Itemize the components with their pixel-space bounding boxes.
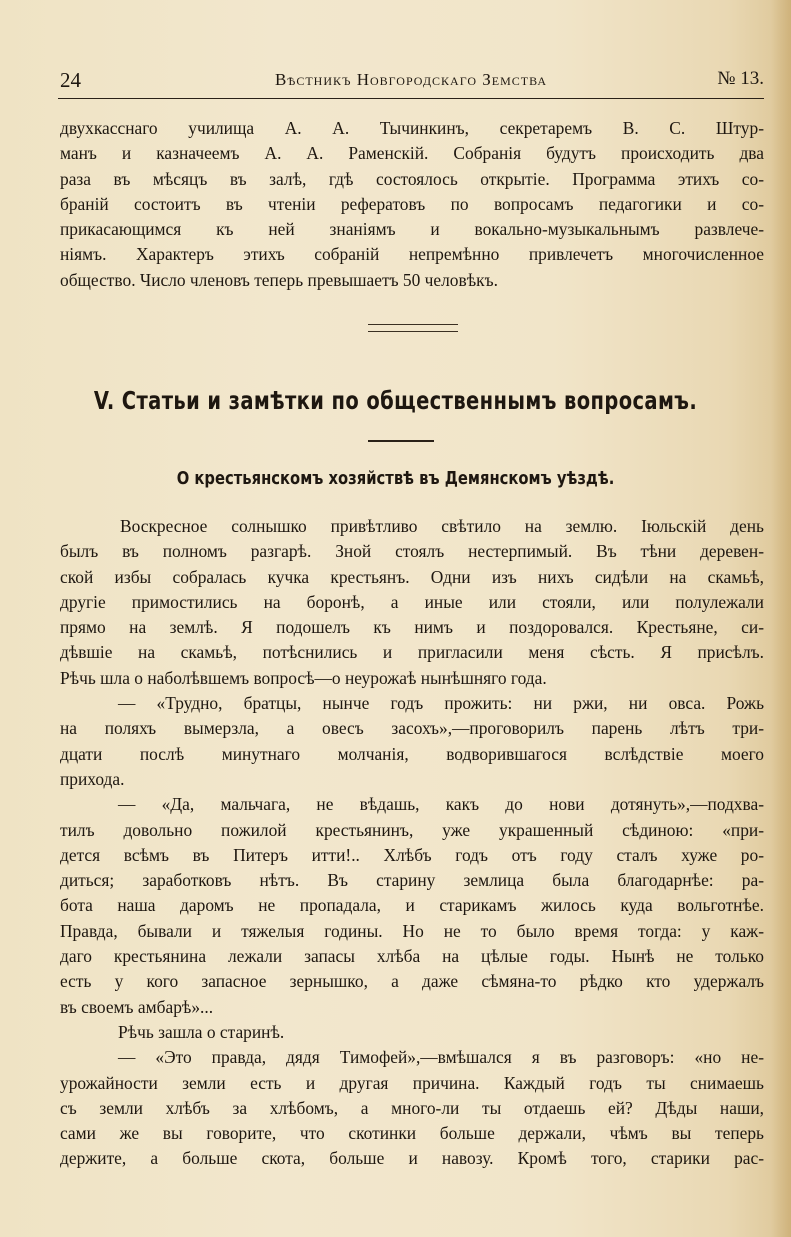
text-line: двухкасснаго училища А. А. Тычинкинъ, секретаремъ В. С. Штур- [60,118,764,138]
page-number: 24 [60,68,81,92]
text-line: дцати послѣ минутнаго молчанія, водворившагося вслѣдствіе моего [60,743,764,764]
text-line: прямо на землѣ. Я подошелъ къ нимъ и поздоровался. Крестьяне, си- [60,617,764,638]
text-line: прихода. [60,768,125,789]
text-line: Рѣчь шла о наболѣвшемъ вопросѣ—о неурожаѣ нынѣшняго года. [60,667,547,688]
text-line: ской избы собралась кучка крестьянъ. Одни изъ нихъ сидѣли на скамьѣ, [60,566,764,587]
article-title: О крестьянскомъ хозяйствѣ въ Демянскомъ уѣздѣ. [176,468,615,489]
text-line: сами же вы говорите, что скотинки больше держали, чѣмъ вы теперь [60,1123,764,1144]
top-paragraph [60,116,764,293]
text-line: — «Да, мальчага, не вѣдашь, какъ до нови дотянуть»,—подхва- [118,794,764,815]
text-line: есть у кого запасное зернышко, а даже сѣмяна-то рѣдко кто удержалъ [60,971,764,992]
text-line: раза въ мѣсяцъ въ залѣ, гдѣ состоялось открытіе. Программа этихъ со- [60,168,764,189]
text-line: бота наша даромъ не пропадала, и старикамъ жилось куда вольготнѣе. [60,895,764,916]
section-divider [368,440,434,442]
text-line: — «Трудно, братцы, нынче годъ прожить: ни ржи, ни овса. Рожь [118,693,764,714]
text-line: общество. Число членовъ теперь превышаетъ 50 человѣкъ. [60,269,498,290]
issue-number: № 13. [717,68,764,89]
text-line: манъ и казначеемъ А. А. Раменскій. Собранія будутъ происходить два [60,143,764,164]
text-line: на поляхъ вымерзла, а овесъ засохъ»,—проговорилъ парень лѣтъ три- [60,718,764,739]
text-line: — «Это правда, дядя Тимофей»,—вмѣшался я въ разговоръ: «но не- [118,1047,764,1068]
text-line: урожайности земли есть и другая причина. Каждый годъ ты снимаешь [60,1072,764,1093]
text-line: другіе примостились на боронѣ, а иные или стояли, или полулежали [60,591,764,612]
text-line: браній состоитъ въ чтеніи рефератовъ по вопросамъ педагогики и со- [60,193,764,214]
text-line: былъ въ полномъ разгарѣ. Зной стоялъ нестерпимый. Въ тѣни деревен- [60,541,764,562]
text-line: прикасающимся къ ней знаніямъ и вокально-музыкальнымъ развлече- [60,219,764,240]
journal-title: Вѣстникъ Новгородскаго Земства [274,70,548,89]
text-line: дѣвшіе на скамьѣ, потѣснились и пригласили меня сѣсть. Я присѣлъ. [60,642,764,663]
text-line: дется всѣмъ въ Питеръ итти!.. Хлѣбъ годъ отъ году сталъ хуже ро- [60,844,764,865]
text-line: Правда, бывали и тяжелыя годины. Но не то было время тогда: у каж- [60,920,764,941]
text-line: диться; заработковъ нѣтъ. Въ старину землица была благодарнѣе: ра- [60,870,764,891]
text-line: въ своемъ амбарѣ»... [60,996,214,1017]
text-line: съ земли хлѣбъ за хлѣбомъ, а много-ли ты отдаешь ей? Дѣды наши, [60,1097,764,1118]
text-line: Рѣчь зашла о старинѣ. [118,1021,285,1042]
article-body [60,514,764,1172]
ornamental-rule [368,324,458,332]
text-line: тилъ довольно пожилой крестьянинъ, уже украшенный сѣдиною: «при- [60,819,764,840]
text-line: Воскресное солнышко привѣтливо свѣтило на землю. Іюльскій день [120,516,764,536]
section-title: V. Статьи и замѣтки по общественнымъ вопросамъ. [93,386,698,415]
running-header [58,68,764,99]
text-line: держите, а больше скота, больше и навозу. Кромѣ того, старики рас- [60,1148,764,1169]
page-edge-stain [771,0,791,1237]
text-line: даго крестьянина лежали запасы хлѣба на цѣлые годы. Нынѣ не только [60,946,764,967]
text-line: ніямъ. Характеръ этихъ собраній непремѣнно привлечетъ многочисленное [60,244,764,265]
